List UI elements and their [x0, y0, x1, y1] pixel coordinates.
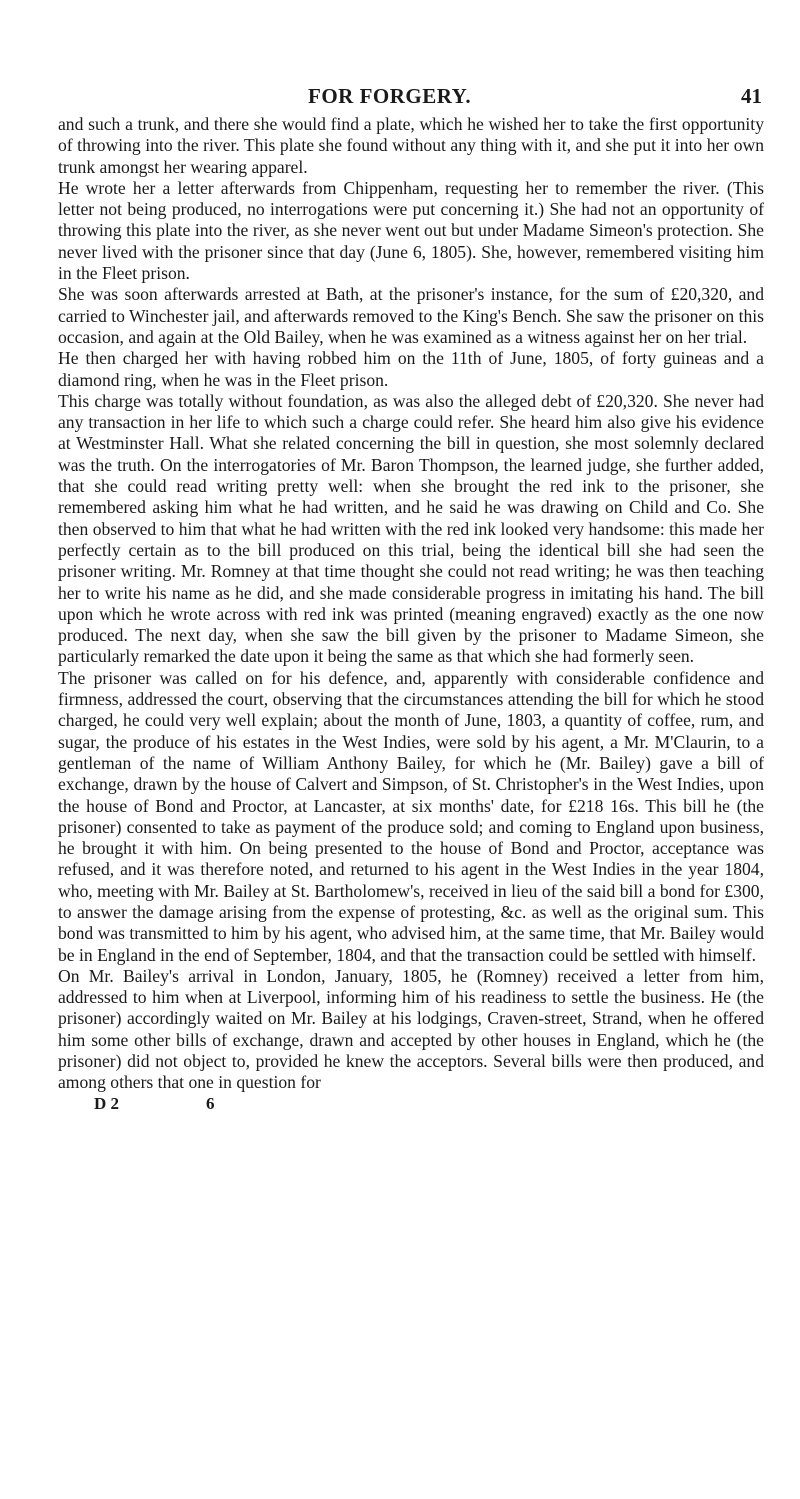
running-title: FOR FORGERY. — [308, 84, 472, 108]
sheet-number: 6 — [206, 1093, 215, 1113]
paragraph-1: and such a trunk, and there she would find a plate, which he wished her to take the first opportunity of throwing into the river. This plate she found without any thing with it, and she put it into her own trunk amongst her wearing apparel. — [58, 114, 764, 177]
page-number: 41 — [741, 84, 762, 108]
paragraph-4: He then charged her with having robbed him on the 11th of June, 1805, of forty guineas and a diamond ring, when he was in the Fleet prison. — [58, 348, 764, 390]
paragraph-5: This charge was totally without foundation, as was also the alleged debt of £20,320. She never had any transaction in her life to which such a charge could refer. She heard him also give his evidence at Westminster Hall. What she related concerning the bill in question, she most solemnly declared was the truth. On the interrogatories of Mr. Baron Thompson, the learned judge, she further added, that she could read writing pretty well: when she brought the red ink to the prisoner, she remembered asking him what he had written, and he said he was drawing on Child and Co. She then observed to him that what he had written with the red ink looked very handsome: this made her perfectly certain as to the bill produced on this trial, being the identical bill she had seen the prisoner writing. Mr. Romney at that time thought she could not read writing; he was then teaching her to write his name as he did, and she made considerable progress in imitating his hand. The bill upon which he wrote across with red ink was printed (meaning engraved) exactly as the one now produced. The next day, when she saw the bill given by the prisoner to Madame Simeon, she particularly remarked the date upon it being the same as that which she had formerly seen. — [58, 390, 764, 667]
paragraph-2: He wrote her a letter afterwards from Chippenham, requesting her to remember the river. (This letter not being produced, no interrogations were put concerning it.) She had not an opportunity of throwing this plate into the river, as she never went out but under Madame Simeon's protection. She never lived with the prisoner since that day (June 6, 1805). She, however, remembered visiting him in the Fleet prison. — [58, 177, 764, 284]
signature-mark: D 2 — [94, 1093, 120, 1113]
page-footer — [58, 1094, 764, 1118]
paragraph-3: She was soon afterwards arrested at Bath, at the prisoner's instance, for the sum of £20,320, and carried to Winchester jail, and afterwards removed to the King's Bench. She saw the prisoner on this occasion, and again at the Old Bailey, when he was examined as a witness against her on her trial. — [58, 284, 764, 347]
book-page — [58, 84, 764, 1118]
paragraph-7: On Mr. Bailey's arrival in London, January, 1805, he (Romney) received a letter from him, addressed to him when at Liverpool, informing him of his readiness to settle the business. He (the prisoner) accordingly waited on Mr. Bailey at his lodgings, Craven-street, Strand, when he offered him some other bills of exchange, drawn and accepted by other houses in England, which he (the prisoner) did not object to, provided he knew the acceptors. Several bills were then produced, and among others that one in question for — [58, 965, 764, 1093]
body-text — [58, 114, 764, 1094]
paragraph-6: The prisoner was called on for his defence, and, apparently with considerable confidence and firmness, addressed the court, observing that the circumstances attending the bill for which he stood charged, he could very well explain; about the month of June, 1803, a quantity of coffee, rum, and sugar, the produce of his estates in the West Indies, were sold by his agent, a Mr. M'Claurin, to a gentleman of the name of William Anthony Bailey, for which he (Mr. Bailey) gave a bill of exchange, drawn by the house of Calvert and Simpson, of St. Christopher's in the West Indies, upon the house of Bond and Proctor, at Lancaster, at six months' date, for £218 16s. This bill he (the prisoner) consented to take as payment of the produce sold; and coming to England upon business, he brought it with him. On being presented to the house of Bond and Proctor, acceptance was refused, and it was therefore noted, and returned to his agent in the West Indies in the year 1804, who, meeting with Mr. Bailey at St. Bartholomew's, received in lieu of the said bill a bond for £300, to answer the damage arising from the expense of protesting, &c. as well as the original sum. This bond was transmitted to him by his agent, who advised him, at the same time, that Mr. Bailey would be in England in the end of September, 1804, and that the transaction could be settled with himself. — [58, 667, 764, 965]
page-header — [58, 84, 764, 114]
